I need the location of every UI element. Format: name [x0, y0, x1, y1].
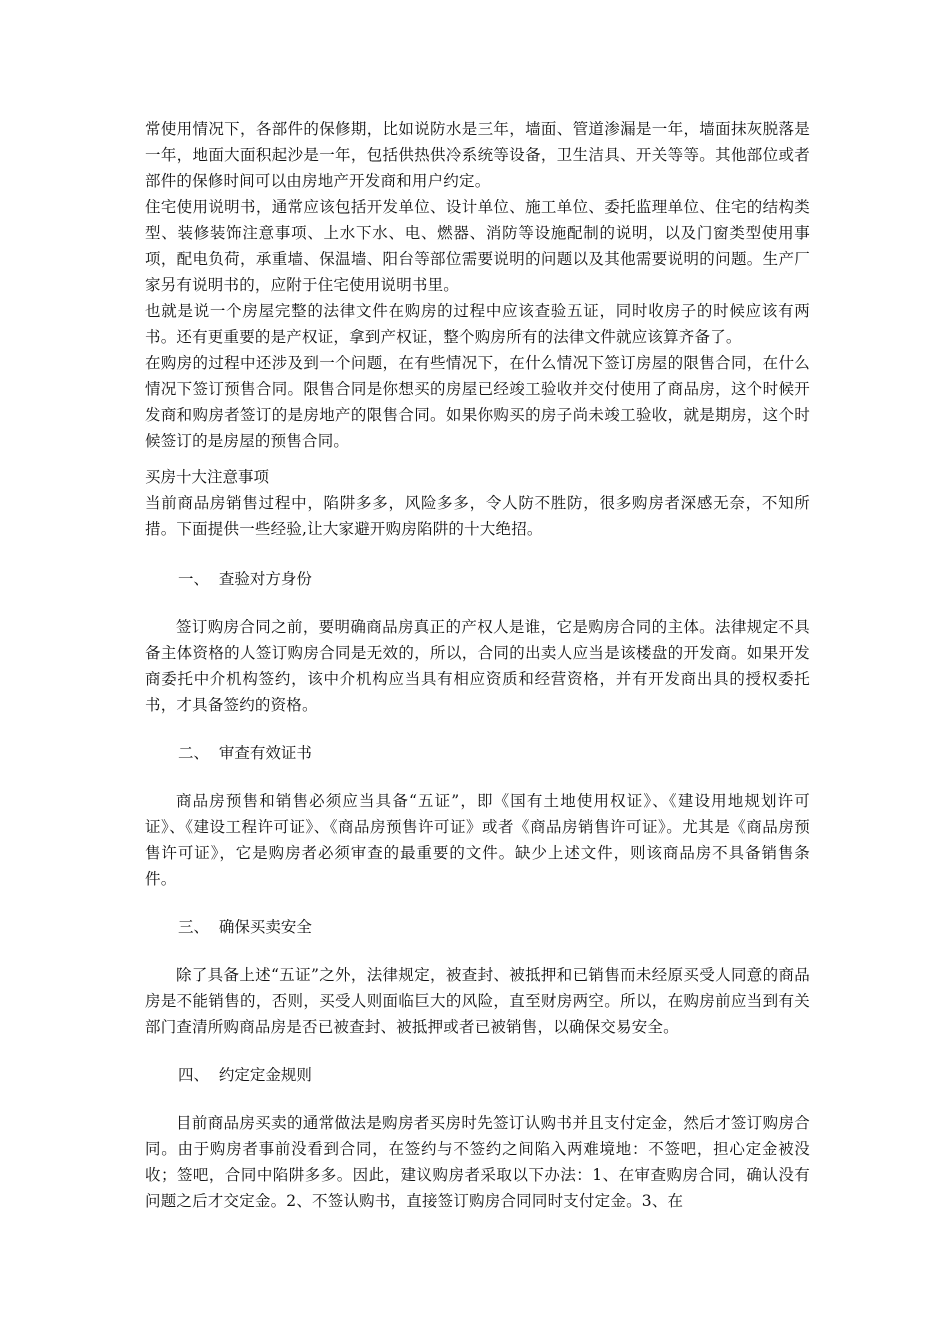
section-1-body: 签订购房合同之前，要明确商品房真正的产权人是谁，它是购房合同的主体。法律规定不具备主体资格的人签订购房合同是无效的，所以，合同的出卖人应当是该楼盘的开发商。如果开发商委托中介机构签约，该中介机构应当具有相应资质和经营资格，并有开发商出具的授权委托书，才具备签约的资格。 — [145, 618, 810, 714]
paragraph-legal-docs: 也就是说一个房屋完整的法律文件在购房的过程中应该查验五证，同时收房子的时候应该有两书。还有更重要的是产权证，拿到产权证，整个购房所有的法律文件就应该算齐备了。 — [145, 302, 810, 346]
section-title: 买房十大注意事项 — [145, 468, 270, 486]
section-2-body: 商品房预售和销售必须应当具备“五证”，即《国有土地使用权证》、《建设用地规划许可证》、《建设工程许可证》、《商品房预售许可证》或者《商品房销售许可证》。尤其是《商品房预售许可证》，它是购房者必须审查的最重要的文件。缺少上述文件，则该商品房不具备销售条件。 — [145, 792, 810, 888]
heading-2: 二、 审查有效证书 — [178, 744, 312, 762]
paragraph-contract-types: 在购房的过程中还涉及到一个问题，在有些情况下，在什么情况下签订房屋的限售合同，在什么情况下签订预售合同。限售合同是你想买的房屋已经竣工验收并交付使用了商品房，这个时候开发商和购房者签订的是房地产的限售合同。如果你购买的房子尚未竣工验收，就是期房，这个时候签订的是房屋的预售合同。 — [145, 354, 810, 450]
section-3-body: 除了具备上述“五证”之外，法律规定，被查封、被抵押和已销售而未经原买受人同意的商品房是不能销售的，否则，买受人则面临巨大的风险，直至财房两空。所以，在购房前应当到有关部门查清所购商品房是否已被查封、被抵押或者已被销售，以确保交易安全。 — [145, 966, 810, 1036]
heading-1: 一、 查验对方身份 — [178, 570, 312, 588]
paragraph-intro: 当前商品房销售过程中，陷阱多多，风险多多，令人防不胜防，很多购房者深感无奈，不知所措。下面提供一些经验,让大家避开购房陷阱的十大绝招。 — [145, 494, 810, 538]
section-4-body: 目前商品房买卖的通常做法是购房者买房时先签订认购书并且支付定金，然后才签订购房合同。由于购房者事前没看到合同，在签约与不签约之间陷入两难境地：不签吧，担心定金被没收；签吧，合同中陷阱多多。因此，建议购房者采取以下办法：1、在审查购房合同，确认没有问题之后才交定金。2、不签认购书，直接签订购房合同同时支付定金。3、在 — [145, 1114, 810, 1210]
paragraph-manual: 住宅使用说明书，通常应该包括开发单位、设计单位、施工单位、委托监理单位、住宅的结构类型、装修装饰注意事项、上水下水、电、燃器、消防等设施配制的说明，以及门窗类型使用事项，配电负荷，承重墙、保温墙、阳台等部位需要说明的问题以及其他需要说明的问题。生产厂家另有说明书的，应附于住宅使用说明书里。 — [145, 198, 810, 294]
heading-3: 三、 确保买卖安全 — [178, 918, 312, 936]
heading-4: 四、 约定定金规则 — [178, 1066, 312, 1084]
paragraph-warranty: 常使用情况下，各部件的保修期，比如说防水是三年，墙面、管道渗漏是一年，墙面抹灰脱落是一年，地面大面积起沙是一年，包括供热供冷系统等设备，卫生洁具、开关等等。其他部位或者部件的保修时间可以由房地产开发商和用户约定。 — [145, 120, 810, 190]
